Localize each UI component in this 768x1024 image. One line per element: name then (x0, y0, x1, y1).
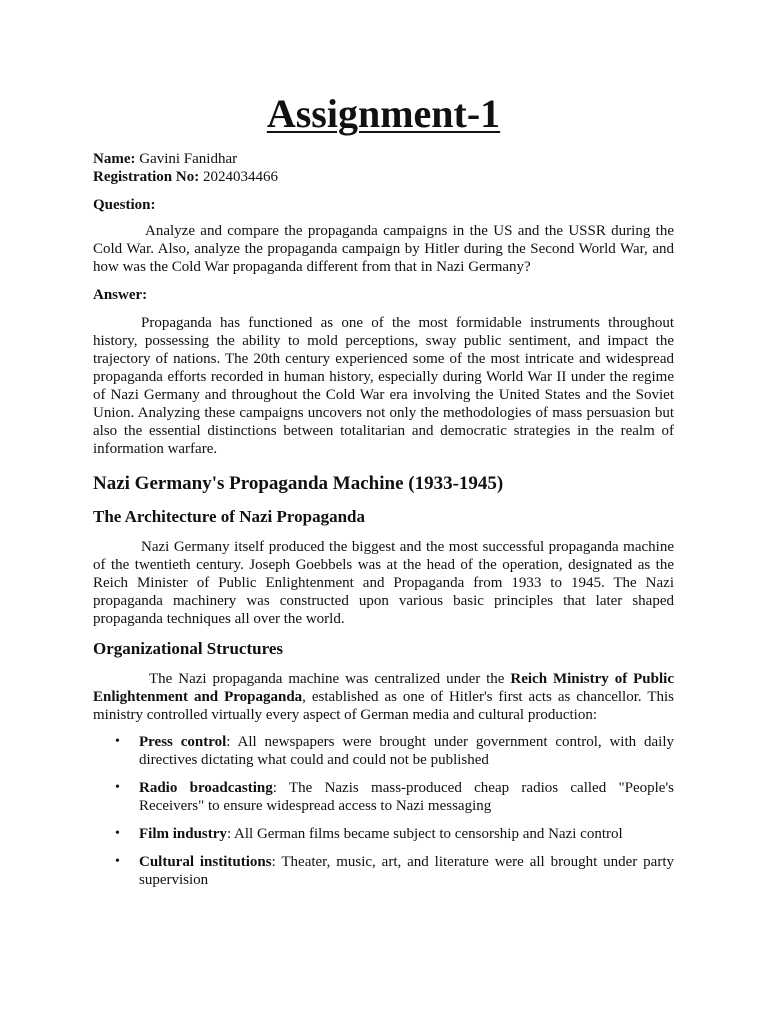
section-heading: Nazi Germany's Propaganda Machine (1933-1945) (93, 473, 504, 494)
registration-value: 2024034466 (202, 169, 278, 185)
list-item-term: Press control (139, 734, 227, 750)
list-item (115, 779, 674, 815)
architecture-paragraph: Nazi Germany itself produced the biggest and the most successful propaganda machine of the twentieth century. Joseph Goebbels was at the head of the operation, designated as the Reich Minister of Public Enlightenment and Propaganda from 1933 to 1945. The Nazi propaganda machinery was constructed upon various basic principles that later shaped propaganda techniques all over the world. (93, 539, 674, 627)
list-item (115, 825, 674, 843)
list-item (115, 733, 674, 769)
document-content (93, 86, 674, 899)
list-item-text: : All newspapers were brought under government control, with daily directives dictating what could and could not be published (139, 734, 674, 768)
question-label: Question: (93, 197, 156, 213)
question-text: Analyze and compare the propaganda campaigns in the US and the USSR during the Cold War. Also, analyze the propaganda campaign by Hitler during the Second World War, and how was the Cold War propaganda different from that in Nazi Germany? (93, 223, 674, 275)
bullet-icon: • (115, 826, 120, 841)
name-value: Gavini Fanidhar (139, 151, 238, 167)
org-text-end: , established as one of Hitler's first acts as chancellor. This ministry controlled virtually every aspect of German media and cultural production: (93, 689, 674, 723)
bullet-icon: • (115, 734, 120, 749)
registration-label: Registration No: (93, 169, 200, 185)
org-text-start: The Nazi propaganda machine was centralized under the (149, 671, 511, 687)
list-item-text: : Theater, music, art, and literature were all brought under party supervision (139, 854, 675, 888)
media-control-list (93, 733, 674, 889)
list-item-term: Film industry (139, 826, 227, 842)
student-info (93, 150, 674, 186)
bullet-icon: • (115, 780, 120, 795)
subheading-organizational-structures: Organizational Structures (93, 639, 283, 658)
subheading-architecture: The Architecture of Nazi Propaganda (93, 507, 365, 526)
answer-label: Answer: (93, 287, 148, 303)
org-ministry-name: Reich Ministry of Public Enlightenment and Propaganda (93, 671, 674, 705)
name-label: Name: (93, 151, 136, 167)
organizational-paragraph (93, 670, 674, 724)
registration-line (93, 168, 674, 186)
bullet-icon: • (115, 854, 120, 869)
list-item-text: : The Nazis mass-produced cheap radios called "People's Receivers" to ensure widespread access to Nazi messaging (139, 780, 674, 814)
name-line (93, 150, 674, 168)
list-item (115, 853, 675, 889)
list-item-term: Cultural institutions (139, 854, 272, 870)
list-item-text: : All German films became subject to censorship and Nazi control (226, 826, 623, 842)
answer-text: Propaganda has functioned as one of the most formidable instruments throughout history, possessing the ability to mold perceptions, sway public sentiment, and impact the trajectory of nations. The 20th century experienced some of the most intricate and widespread propaganda efforts recorded in human history, especially during World War II under the regime of Nazi Germany and throughout the Cold War era involving the United States and the Soviet Union. Analyzing these campaigns uncovers not only the methodologies of mass persuasion but also the essential distinctions between totalitarian and democratic strategies in the realm of information warfare. (93, 315, 674, 457)
document-title: Assignment-1 (266, 91, 501, 136)
list-item-term: Radio broadcasting (139, 780, 273, 796)
